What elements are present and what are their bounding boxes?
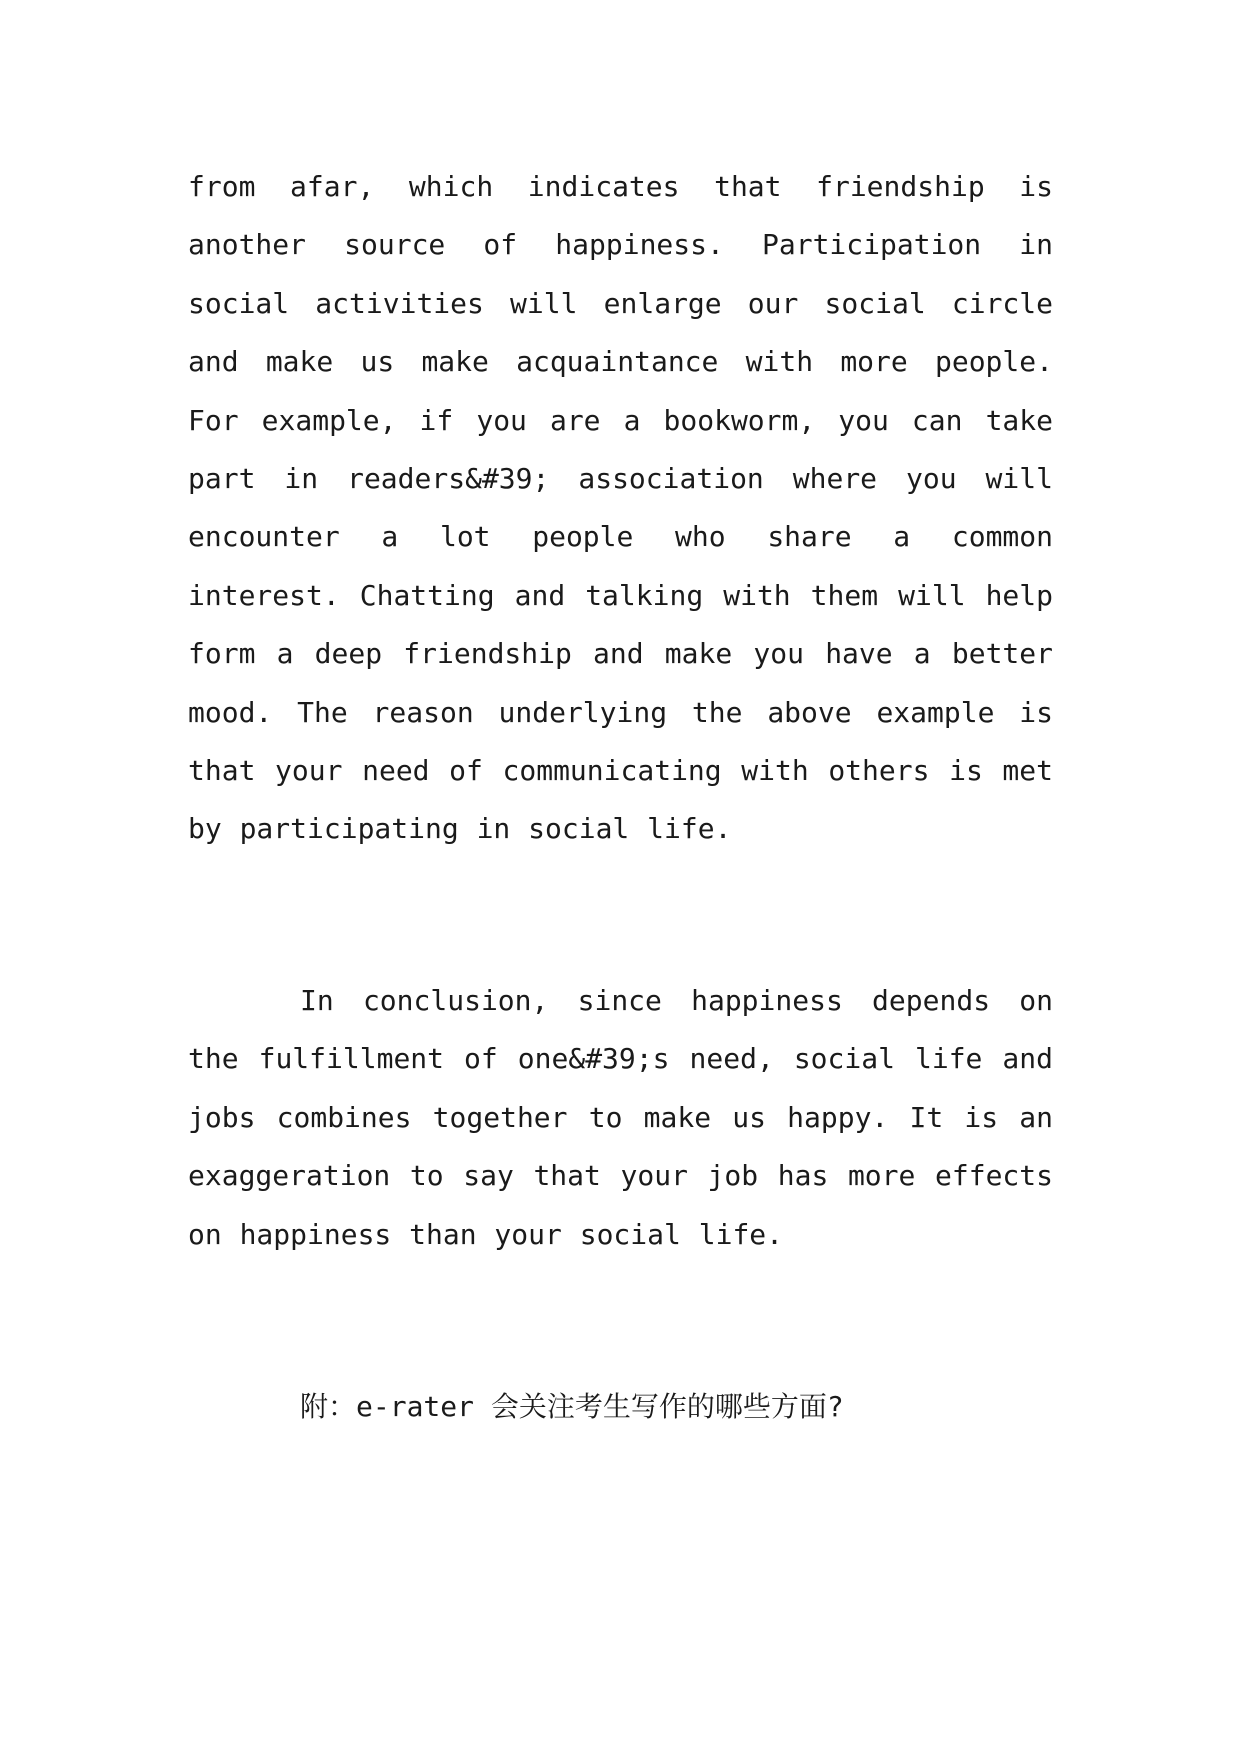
body-paragraph-1: from afar, which indicates that friendship is another source of happiness. Participation in social activities will enlarge our social circle and make us make acquaintance with more people. For example, if you are a bookworm, you can take part in readers&#39; association where you will encounter a lot people who share a common interest. Chatting and talking with them will help form a deep friendship and make you have a better mood. The reason underlying the above example is that your need of communicating with others is met by participating in social life. <box>188 170 1053 846</box>
body-paragraph-2: In conclusion, since happiness depends on the fulfillment of one&#39;s need, social life and jobs combines together to make us happy. It is an exaggeration to say that your job has more effects on happiness than your social life. <box>188 984 1053 1251</box>
appendix-heading: 附：e-rater 会关注考生写作的哪些方面? <box>300 1390 844 1423</box>
